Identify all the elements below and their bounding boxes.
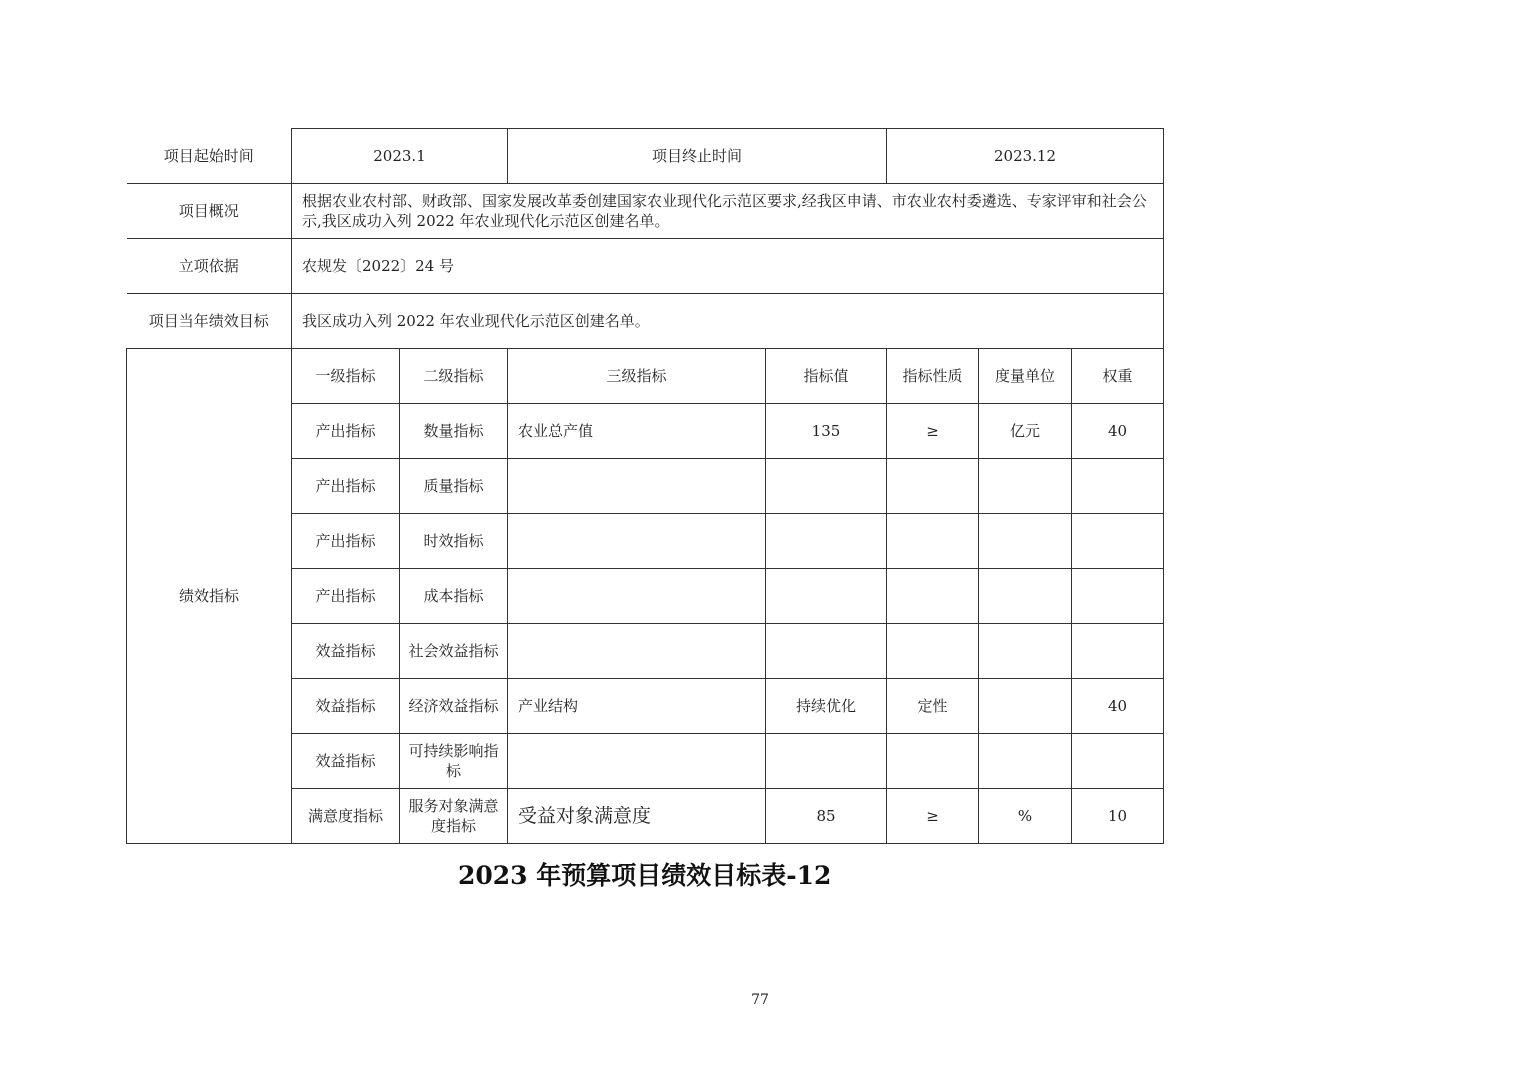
cell-value [766,569,887,624]
cell-weight [1072,734,1164,789]
cell-level1: 产出指标 [292,459,400,514]
cell-level2: 经济效益指标 [400,679,508,734]
cell-level3 [508,459,766,514]
indicator-header-row [127,349,1164,404]
cell-value: 85 [766,789,887,844]
header-level3: 三级指标 [508,349,766,404]
header-nature: 指标性质 [887,349,979,404]
cell-nature [887,459,979,514]
goal-label: 项目当年绩效目标 [127,294,292,349]
header-weight: 权重 [1072,349,1164,404]
header-level1: 一级指标 [292,349,400,404]
cell-value [766,459,887,514]
cell-level2: 社会效益指标 [400,624,508,679]
cell-level2: 服务对象满意度指标 [400,789,508,844]
cell-unit [979,459,1072,514]
cell-weight: 40 [1072,404,1164,459]
cell-unit [979,569,1072,624]
basis-row [127,239,1164,294]
cell-level3 [508,624,766,679]
cell-value: 持续优化 [766,679,887,734]
cell-level2: 质量指标 [400,459,508,514]
cell-nature: 定性 [887,679,979,734]
overview-row [127,184,1164,239]
cell-level2: 时效指标 [400,514,508,569]
cell-level2: 数量指标 [400,404,508,459]
cell-nature [887,514,979,569]
cell-level3: 农业总产值 [508,404,766,459]
cell-level1: 效益指标 [292,734,400,789]
end-time-label: 项目终止时间 [508,129,887,184]
overview-label: 项目概况 [127,184,292,239]
cell-unit: % [979,789,1072,844]
cell-unit [979,514,1072,569]
cell-value [766,514,887,569]
cell-level1: 效益指标 [292,624,400,679]
cell-value [766,734,887,789]
cell-nature [887,569,979,624]
header-level2: 二级指标 [400,349,508,404]
cell-level2: 成本指标 [400,569,508,624]
cell-level1: 满意度指标 [292,789,400,844]
goal-row [127,294,1164,349]
cell-level2: 可持续影响指标 [400,734,508,789]
cell-weight [1072,569,1164,624]
start-time-label: 项目起始时间 [127,129,292,184]
goal-text: 我区成功入列 2022 年农业现代化示范区创建名单。 [292,294,1164,349]
cell-weight [1072,624,1164,679]
indicators-section-label: 绩效指标 [127,349,292,844]
cell-weight [1072,459,1164,514]
cell-level3 [508,514,766,569]
cell-level3: 受益对象满意度 [508,789,766,844]
cell-unit: 亿元 [979,404,1072,459]
cell-nature: ≥ [887,404,979,459]
cell-value: 135 [766,404,887,459]
cell-level1: 产出指标 [292,514,400,569]
document-title: 2023 年预算项目绩效目标表-12 [458,861,832,890]
cell-nature [887,734,979,789]
basis-label: 立项依据 [127,239,292,294]
end-time-value: 2023.12 [887,129,1164,184]
cell-unit [979,679,1072,734]
header-unit: 度量单位 [979,349,1072,404]
basis-text: 农规发〔2022〕24 号 [292,239,1164,294]
cell-weight [1072,514,1164,569]
cell-value [766,624,887,679]
cell-level1: 效益指标 [292,679,400,734]
cell-level3 [508,569,766,624]
cell-level1: 产出指标 [292,404,400,459]
cell-nature: ≥ [887,789,979,844]
page-number: 77 [751,992,769,1008]
cell-unit [979,734,1072,789]
overview-text: 根据农业农村部、财政部、国家发展改革委创建国家农业现代化示范区要求,经我区申请、市农业农村委遴选、专家评审和社会公示,我区成功入列 2022 年农业现代化示范区创建名单。 [292,184,1164,239]
cell-unit [979,624,1072,679]
time-row [127,129,1164,184]
header-value: 指标值 [766,349,887,404]
cell-weight: 40 [1072,679,1164,734]
start-time-value: 2023.1 [292,129,508,184]
cell-level3: 产业结构 [508,679,766,734]
cell-level3 [508,734,766,789]
cell-level1: 产出指标 [292,569,400,624]
cell-nature [887,624,979,679]
performance-table [126,128,1164,844]
cell-weight: 10 [1072,789,1164,844]
